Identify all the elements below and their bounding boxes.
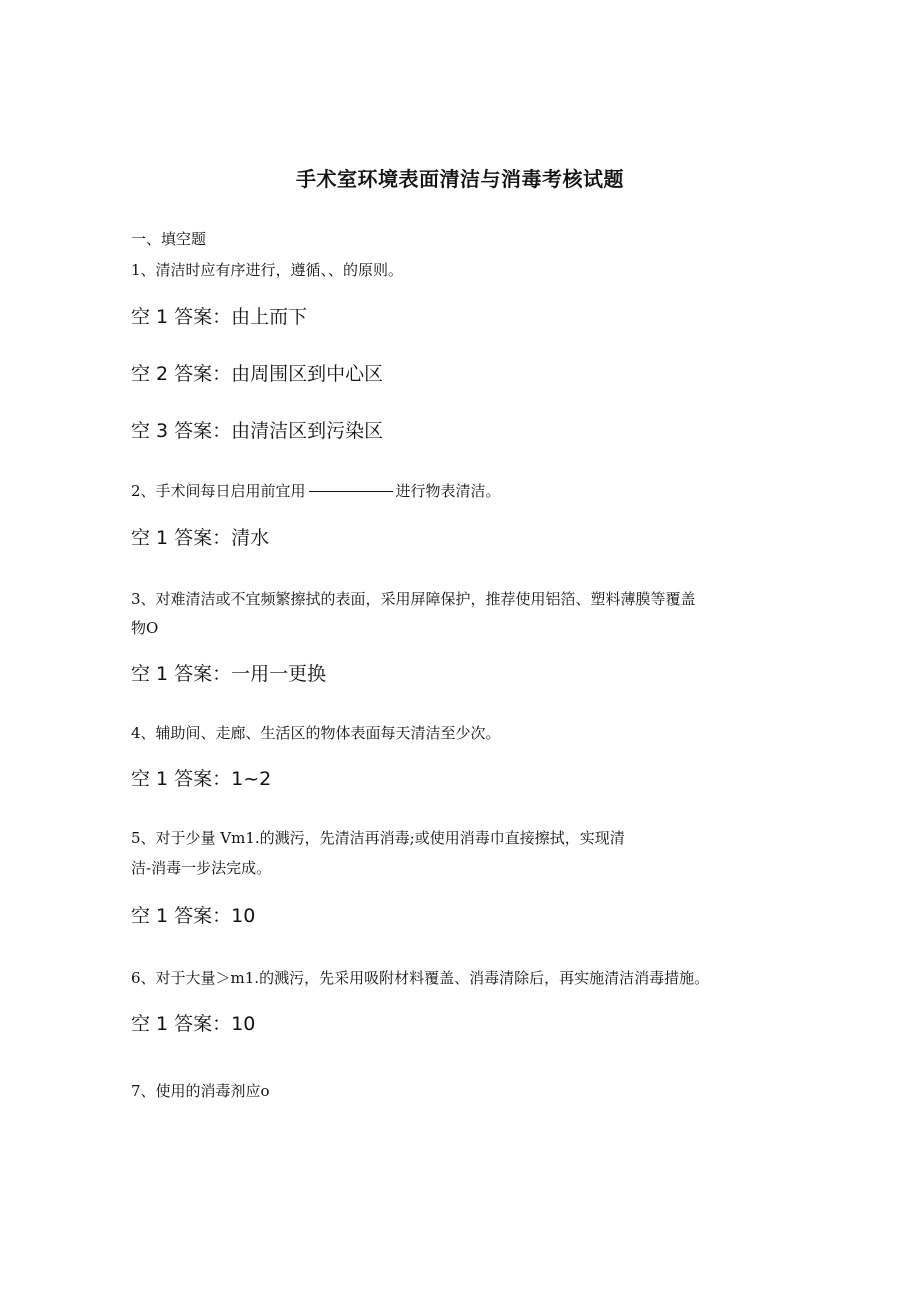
question-3-line-2: 物O [131, 619, 159, 637]
answer-2-1: 空 1 答案：清水 [131, 527, 270, 549]
question-1: 1、清洁时应有序进行，遵循、、的原则。 [131, 261, 404, 279]
question-7: 7、使用的消毒剂应o [131, 1082, 270, 1100]
answer-3-1: 空 1 答案：一用一更换 [131, 663, 327, 685]
answer-6-1: 空 1 答案：10 [131, 1013, 256, 1035]
answer-1-1: 空 1 答案：由上而下 [131, 306, 308, 328]
answer-5-1: 空 1 答案：10 [131, 905, 256, 927]
question-6: 6、对于大量＞m1.的溅污，先采用吸附材料覆盖、消毒清除后，再实施清洁消毒措施。 [131, 969, 710, 987]
fill-blank-line [309, 491, 393, 492]
answer-1-3: 空 3 答案：由清洁区到污染区 [131, 420, 384, 442]
answer-4-1: 空 1 答案：1~2 [131, 768, 272, 790]
question-4: 4、辅助间、走廊、生活区的物体表面每天清洁至少次。 [131, 724, 501, 742]
question-2 [131, 476, 786, 506]
question-5-line-2: 洁-消毒一步法完成。 [131, 859, 272, 877]
section-heading: 一、填空题 [131, 230, 207, 248]
question-2-text-after: 进行物表清洁。 [395, 482, 501, 500]
answer-1-2: 空 2 答案：由周围区到中心区 [131, 363, 384, 385]
question-3-line-1: 3、对难清洁或不宜频繁擦拭的表面，采用屏障保护，推荐使用铝箔、塑料薄膜等覆盖 [131, 590, 696, 608]
question-5-line-1: 5、对于少量 Vm1.的溅污，先清洁再消毒;或使用消毒巾直接擦拭，实现清 [131, 829, 625, 847]
question-2-text-before: 2、手术间每日启用前宜用 [131, 482, 306, 500]
document-title: 手术室环境表面清洁与消毒考核试题 [296, 167, 624, 191]
